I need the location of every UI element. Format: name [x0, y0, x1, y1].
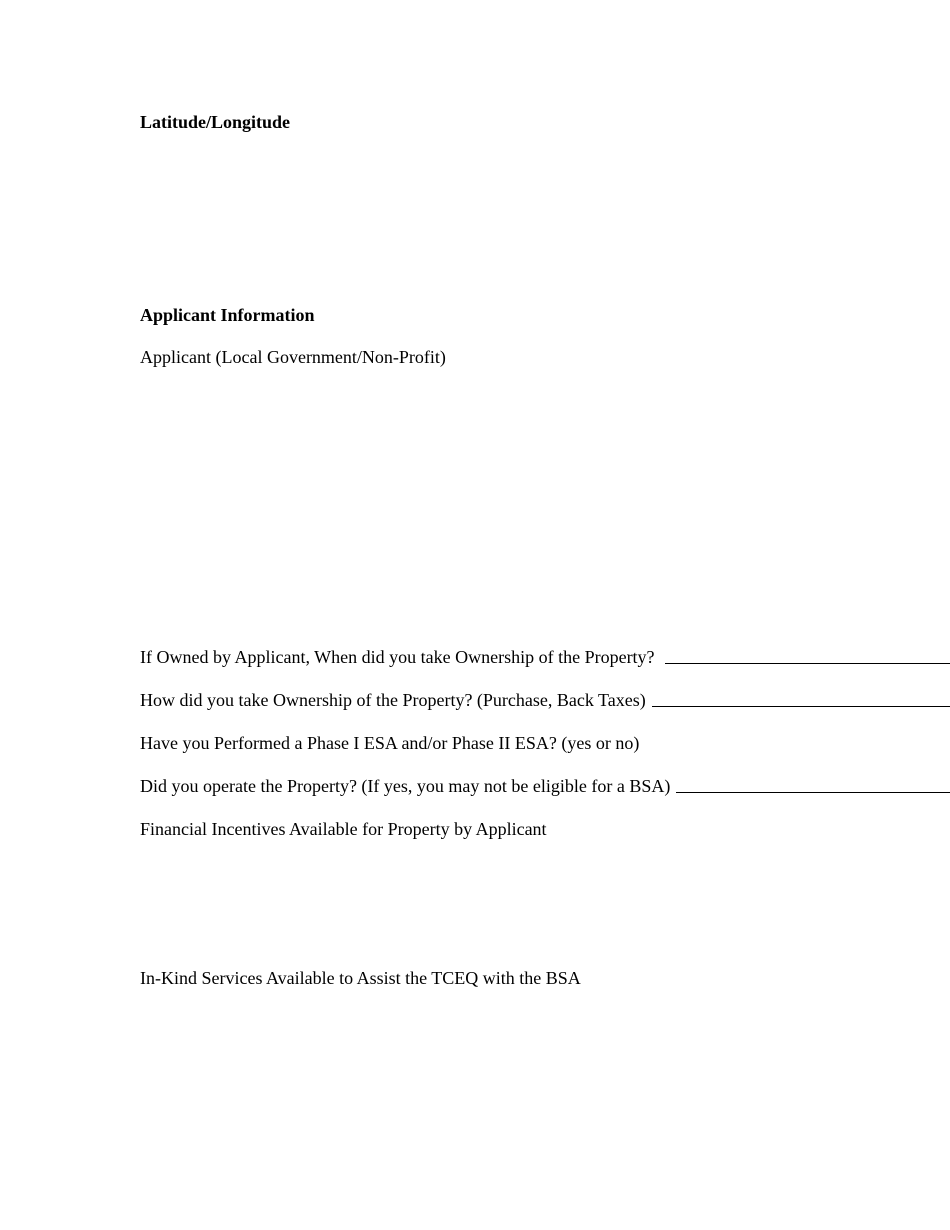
operated-property-field[interactable] — [676, 791, 950, 793]
ownership-date-label: If Owned by Applicant, When did you take Ownership of the Property? — [140, 647, 655, 667]
operated-property-row — [140, 776, 950, 797]
esa-performed-label: Have you Performed a Phase I ESA and/or Phase II ESA? (yes or no) — [140, 733, 640, 753]
ownership-method-field[interactable] — [652, 705, 950, 707]
applicant-information-heading: Applicant Information — [140, 305, 315, 325]
ownership-method-row — [140, 690, 950, 711]
operated-property-label: Did you operate the Property? (If yes, you may not be eligible for a BSA) — [140, 776, 671, 796]
in-kind-services-label: In-Kind Services Available to Assist the TCEQ with the BSA — [140, 968, 581, 988]
ownership-method-label: How did you take Ownership of the Property? (Purchase, Back Taxes) — [140, 690, 646, 710]
ownership-date-field[interactable] — [665, 662, 950, 664]
ownership-date-row — [140, 647, 950, 668]
latitude-longitude-heading: Latitude/Longitude — [140, 112, 291, 132]
financial-incentives-label: Financial Incentives Available for Property by Applicant — [140, 819, 547, 839]
applicant-label: Applicant (Local Government/Non-Profit) — [140, 347, 446, 367]
